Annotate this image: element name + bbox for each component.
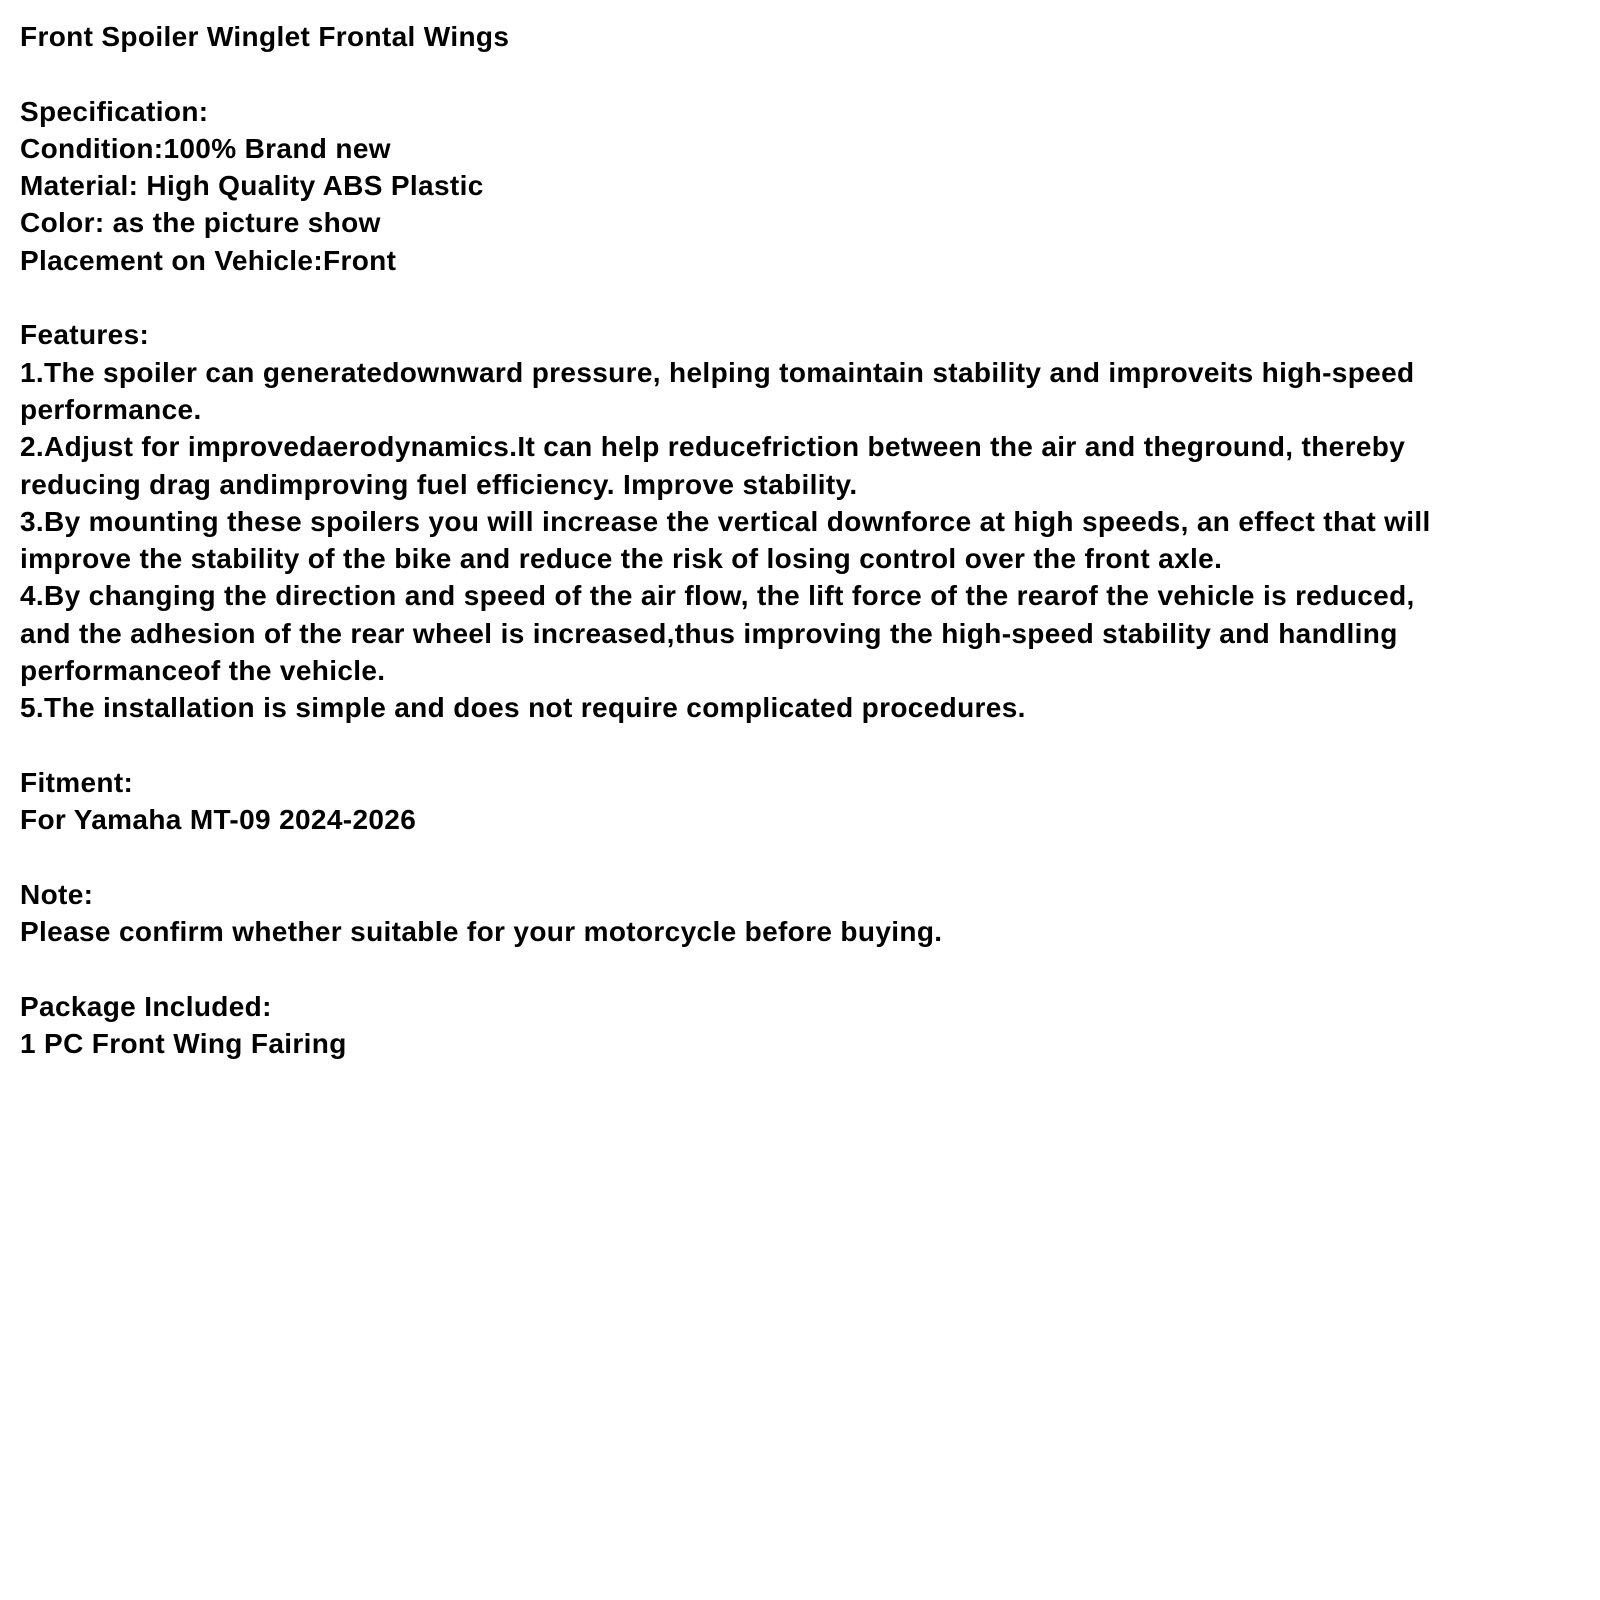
package-section <box>20 988 1590 1063</box>
spec-placement: Placement on Vehicle:Front <box>20 244 397 276</box>
product-description <box>20 18 1590 1062</box>
package-heading: Package Included: <box>20 990 272 1022</box>
fitment-section <box>20 764 1590 839</box>
specification-section <box>20 93 1590 279</box>
fitment-heading: Fitment: <box>20 766 134 798</box>
spec-material: Material: High Quality ABS Plastic <box>20 170 484 202</box>
specification-heading: Specification: <box>20 95 209 127</box>
feature-line: and the adhesion of the rear wheel is increased,thus improving the high-speed stability and handling <box>20 617 1398 649</box>
spec-color: Color: as the picture show <box>20 207 381 239</box>
spacer <box>20 950 1590 987</box>
feature-line: 5.The installation is simple and does not require complicated procedures. <box>20 692 1026 724</box>
note-section <box>20 876 1590 951</box>
feature-line: performanceof the vehicle. <box>20 655 386 687</box>
feature-line: improve the stability of the bike and reduce the risk of losing control over the front axle. <box>20 543 1223 575</box>
feature-line: 2.Adjust for improvedaerodynamics.It can help reducefriction between the air and theground, thereby <box>20 431 1406 463</box>
feature-line: 4.By changing the direction and speed of the air flow, the lift force of the rearof the vehicle is reduced, <box>20 580 1415 612</box>
spacer <box>20 279 1590 316</box>
note-heading: Note: <box>20 878 94 910</box>
note-text: Please confirm whether suitable for your motorcycle before buying. <box>20 916 943 948</box>
feature-line: performance. <box>20 393 202 425</box>
features-heading: Features: <box>20 319 150 351</box>
product-title: Front Spoiler Winglet Frontal Wings <box>20 21 510 52</box>
feature-line: 1.The spoiler can generatedownward pressure, helping tomaintain stability and improveits high-speed <box>20 356 1415 388</box>
spacer <box>20 839 1590 876</box>
spacer <box>20 727 1590 764</box>
spec-condition: Condition:100% Brand new <box>20 132 391 164</box>
features-section <box>20 316 1590 726</box>
spacer <box>20 55 1590 92</box>
feature-line: 3.By mounting these spoilers you will increase the vertical downforce at high speeds, an effect that will <box>20 505 1431 537</box>
package-item: 1 PC Front Wing Fairing <box>20 1028 347 1060</box>
feature-line: reducing drag andimproving fuel efficiency. Improve stability. <box>20 468 858 500</box>
fitment-model: For Yamaha MT-09 2024-2026 <box>20 804 417 836</box>
